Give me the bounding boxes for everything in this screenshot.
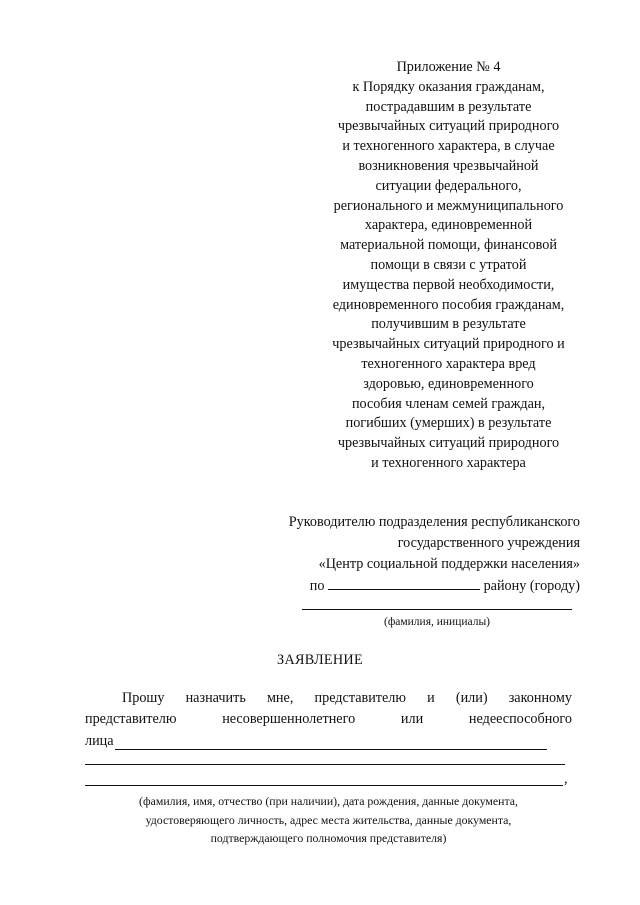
- appendix-line: и техногенного характера, в случае: [342, 138, 555, 155]
- appendix-line: Приложение № 4: [396, 59, 501, 75]
- statement-word: или: [400, 711, 424, 727]
- appendix-line: пособия членам семей граждан,: [351, 395, 546, 412]
- caption-line: подтверждающего полномочия представителя): [210, 831, 447, 845]
- appendix-header: [300, 58, 597, 474]
- person-field-caption: [85, 792, 572, 848]
- statement-word: (или): [455, 690, 488, 706]
- caption-line: (фамилия, имя, отчество (при наличии), дата рождения, данные документа,: [139, 794, 518, 808]
- appendix-line: помощи в связи с утратой: [370, 256, 527, 273]
- line-end-comma: ,: [564, 771, 568, 787]
- appendix-line: получившим в результате: [371, 316, 526, 333]
- addressee-block: [220, 512, 580, 597]
- statement-word: и: [427, 690, 435, 706]
- addressee-line: Руководителю подразделения республиканского: [288, 514, 580, 530]
- appendix-line: материальной помощи, финансовой: [340, 237, 557, 254]
- statement-row-3: [85, 733, 572, 750]
- appendix-line: к Порядку оказания гражданам,: [352, 78, 545, 95]
- addressee-line: государственного учреждения: [397, 535, 580, 551]
- statement-word: назначить: [185, 690, 246, 706]
- district-line: [220, 575, 580, 597]
- addressee-line: «Центр социальной поддержки населения»: [318, 556, 580, 572]
- person-field-line-3[interactable]: [85, 785, 563, 786]
- district-prefix: по: [309, 578, 325, 594]
- statement-word: Прошу: [122, 690, 165, 706]
- appendix-line: техногенного характера вред: [361, 355, 536, 372]
- appendix-line: возникновения чрезвычайной: [358, 157, 539, 174]
- appendix-line: имущества первой необходимости,: [342, 276, 555, 293]
- statement-word: лица: [85, 733, 114, 749]
- statement-word: несовершеннолетнего: [222, 711, 356, 727]
- appendix-line: погибших (умерших) в результате: [345, 415, 552, 432]
- statement-row-1: [85, 690, 572, 707]
- statement-word: недееспособного: [468, 711, 572, 727]
- statement-row-2: [85, 711, 572, 728]
- appendix-line: ситуации федерального,: [375, 177, 522, 194]
- district-suffix: району (городу): [483, 578, 580, 594]
- statement-word: представителю: [85, 711, 177, 727]
- person-field-line-2[interactable]: [85, 764, 565, 765]
- name-initials-field[interactable]: [302, 609, 572, 610]
- person-field[interactable]: [115, 735, 547, 750]
- statement-word: мне,: [266, 690, 294, 706]
- appendix-line: чрезвычайных ситуаций природного: [337, 118, 560, 135]
- appendix-line: характера, единовременной: [364, 217, 533, 234]
- appendix-line: и техногенного характера: [371, 454, 526, 471]
- appendix-line: единовременного пособия гражданам,: [332, 296, 565, 313]
- document-title: ЗАЯВЛЕНИЕ: [277, 652, 363, 668]
- statement-word: представителю: [314, 690, 406, 706]
- district-field[interactable]: [328, 575, 480, 590]
- caption-line: удостоверяющего личность, адрес места жительства, данные документа,: [145, 812, 512, 827]
- statement-word: законному: [508, 690, 572, 706]
- appendix-line: чрезвычайных ситуаций природного и: [332, 336, 565, 353]
- name-initials-caption: (фамилия, инициалы): [383, 616, 491, 628]
- appendix-line: чрезвычайных ситуаций природного: [337, 435, 560, 452]
- appendix-line: регионального и межмуниципального: [333, 197, 564, 214]
- appendix-line: здоровью, единовременного: [363, 375, 534, 392]
- appendix-line: пострадавшим в результате: [365, 98, 532, 115]
